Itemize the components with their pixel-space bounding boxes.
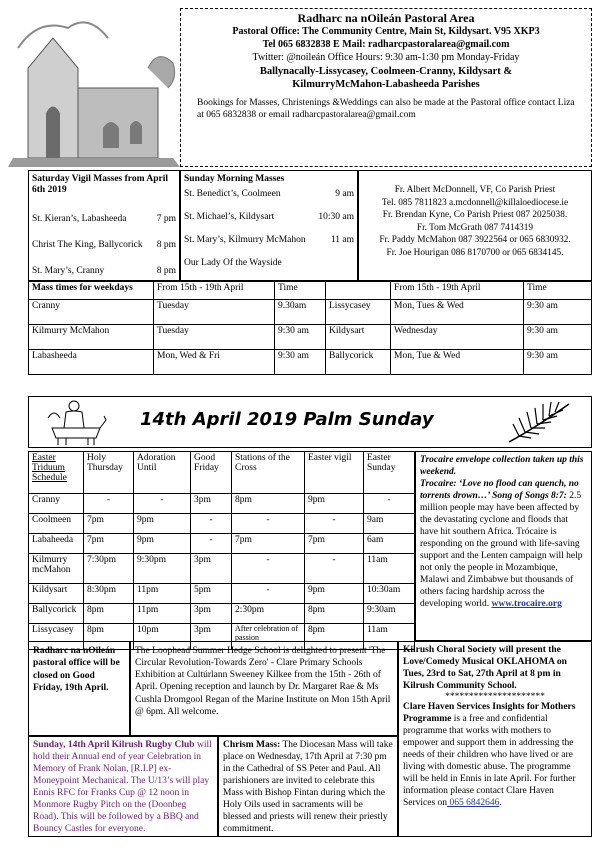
- triduum-cell: 5pm: [191, 584, 232, 604]
- weekday-cell: 9:30 am: [524, 350, 592, 375]
- triduum-cell: 3pm: [191, 494, 232, 514]
- trocaire-body: 2.5 million people may have been affected by the devastating cyclone and floods that have hit southern Africa. Trócaire is responding on the ground with life-saving support and the Lenten campaign will help not only the people in Mozambique, Malawi and Zimbabwe but thousands of others facing hardship across the developing world.: [420, 490, 583, 609]
- triduum-cell: -: [191, 534, 232, 554]
- saturday-church: St. Mary’s, Cranny: [32, 266, 105, 276]
- triduum-cell: 8pm: [305, 604, 364, 624]
- triduum-cell: -: [232, 514, 305, 534]
- triduum-cell: Kildysart: [29, 584, 84, 604]
- weekday-cell: Mon, Tues & Wed: [391, 300, 524, 325]
- weekday-cell: Mon, Tue & Wed: [391, 350, 524, 375]
- triduum-cell: -: [364, 494, 415, 514]
- sunday-church: St. Benedict’s, Coolmeen: [184, 189, 281, 199]
- sunday-morning-box: [180, 170, 358, 281]
- weekday-cell: Kilmurry McMahon: [29, 325, 154, 350]
- triduum-cell: 6am: [364, 534, 415, 554]
- weekday-cell: Tuesday: [154, 300, 275, 325]
- weekday-cell: 9.30am: [275, 300, 326, 325]
- triduum-cell: 8pm: [305, 624, 364, 650]
- priest-line: Fr. Brendan Kyne, Co Parish Priest 087 2025038.: [382, 210, 568, 221]
- triduum-cell: 8pm: [84, 604, 134, 624]
- header-bookings: Bookings for Masses, Christenings &Weddings can also be made at the Pastoral office contact Liza at 065 6832838 or email radharcpastoralarea@gmail.com: [197, 97, 575, 120]
- triduum-cell: 9pm: [134, 514, 191, 534]
- saturday-church: St. Kieran’s, Labasheeda: [32, 214, 127, 224]
- triduum-cell: 2:30pm: [232, 604, 305, 624]
- weekday-header: From 15th - 19th April: [391, 282, 524, 300]
- triduum-cell: 11am: [364, 554, 415, 584]
- weekday-header: From 15th - 19th April: [154, 282, 275, 300]
- weekday-cell: Labasheeda: [29, 350, 154, 375]
- header-parishes-2: KilmurryMcMahon-Labasheeda Parishes: [292, 79, 480, 91]
- weekday-cell: Ballycorick: [326, 350, 391, 375]
- triduum-cell: 11pm: [134, 604, 191, 624]
- triduum-header: Good Friday: [191, 452, 232, 494]
- triduum-cell: 7pm: [305, 534, 364, 554]
- weekday-cell: Lissycasey: [326, 300, 391, 325]
- triduum-cell: 10:30am: [364, 584, 415, 604]
- banner-title: 14th April 2019 Palm Sunday: [140, 409, 434, 430]
- triduum-cell: -: [305, 554, 364, 584]
- triduum-cell: 9:30pm: [134, 554, 191, 584]
- sunday-church: St. Michael’s, Kildysart: [184, 212, 275, 222]
- stars-divider: *********************: [445, 691, 545, 702]
- triduum-cell: 3pm: [191, 604, 232, 624]
- office-closed-box: [28, 641, 130, 736]
- clare-haven-title: Clare Haven Services Insights for Mothers Programme: [403, 702, 576, 725]
- priest-line: Fr. Paddy McMahon 087 3922564 or 065 6830932.: [379, 235, 571, 246]
- jesus-donkey-illustration: [44, 398, 108, 446]
- weekday-cell: 9:30 am: [275, 325, 326, 350]
- church-ruin-illustration: [8, 8, 180, 167]
- header-contact: Tel 065 6832838 E Mail: radharcpastoralarea@gmail.com: [262, 39, 510, 51]
- saturday-vigil-box: [28, 170, 180, 281]
- triduum-cell: 3pm: [191, 554, 232, 584]
- priest-line: Fr. Albert McDonnell, VF, Co Parish Priest: [394, 185, 556, 195]
- palm-leaf-icon: [505, 398, 575, 446]
- header-parishes-1: Ballynacally-Lissycasey, Coolmeen-Cranny, Kildysart &: [259, 65, 513, 77]
- header-twitter: Twitter: @noileán Office Hours: 9:30 am-1:30 pm Monday-Friday: [252, 51, 520, 63]
- triduum-cell: Cranny: [29, 494, 84, 514]
- sunday-church: St. Mary’s, Kilmurry McMahon: [184, 235, 306, 245]
- weekday-mass-table: [28, 281, 592, 375]
- triduum-cell: 8:30pm: [84, 584, 134, 604]
- weekday-cell: Tuesday: [154, 325, 275, 350]
- triduum-header: Easter vigil: [305, 452, 364, 494]
- triduum-cell: After celebration of passion: [232, 624, 305, 650]
- triduum-cell: 11am: [364, 624, 415, 650]
- triduum-cell: 7pm: [232, 534, 305, 554]
- priest-line: Tel. 085 7811823 a.mcdonnell@killaloediocese.ie: [381, 197, 569, 208]
- weekday-header: [326, 282, 391, 300]
- clare-haven-body: is a free and confidential programme that works with mothers to empower and support them in addressing the needs of their children who have lived or are living with domestic abuse. The programme will be held in Ennis in late April. For further information please contact Clare Haven Services on: [403, 714, 576, 809]
- triduum-header: Easter Triduum Schedule: [29, 452, 84, 494]
- chrism-lead: Chrism Mass:: [223, 740, 281, 750]
- choral-clare-box: [398, 641, 592, 837]
- weekday-cell: 9:30 am: [524, 325, 592, 350]
- triduum-cell: 9pm: [134, 534, 191, 554]
- saturday-heading: Saturday Vigil Masses from April 6th 2019: [32, 174, 168, 196]
- triduum-cell: 8pm: [232, 494, 305, 514]
- triduum-cell: Labaheeda: [29, 534, 84, 554]
- trocaire-quote: Trocaire: ‘Love no flood can quench, no torrents drown…’ Song of Songs 8:7:: [420, 478, 579, 501]
- triduum-table: [28, 451, 415, 650]
- triduum-cell: 3pm: [191, 624, 232, 650]
- triduum-cell: Lissycasey: [29, 624, 84, 650]
- trocaire-title: Trocaire envelope collection taken up this weekend.: [420, 455, 584, 477]
- triduum-cell: Kilmurry mcMahon: [29, 554, 84, 584]
- choral-text: Kilrush Choral Society will present the Love/Comedy Musical OKLAHOMA on Tues, 23rd to Sat, 27th April at 8 pm in Kilrush Community School.: [403, 645, 567, 691]
- clare-haven-phone[interactable]: 065 6842646: [447, 798, 500, 809]
- trocaire-link[interactable]: www.trocaire.org: [491, 598, 562, 609]
- sunday-time: 11 am: [330, 235, 354, 245]
- saturday-church: Christ The King, Ballycorick: [32, 240, 143, 250]
- triduum-cell: -: [232, 584, 305, 604]
- weekday-cell: Cranny: [29, 300, 154, 325]
- sunday-heading: Sunday Morning Masses: [184, 174, 285, 184]
- rugby-box: [28, 736, 218, 837]
- sunday-time: 9 am: [335, 189, 354, 199]
- weekday-cell: Wednesday: [391, 325, 524, 350]
- triduum-cell: 9pm: [305, 494, 364, 514]
- priest-line: Fr. Tom McGrath 087 7414319: [416, 222, 534, 233]
- priests-box: [358, 170, 592, 281]
- chrism-box: [218, 736, 398, 837]
- rugby-lead: Sunday, 14th April Kilrush Rugby Club: [33, 740, 195, 750]
- weekday-header: Time: [275, 282, 326, 300]
- saturday-time: 7 pm: [156, 214, 176, 224]
- weekday-header: Mass times for weekdays: [29, 282, 154, 300]
- hedge-school-box: [130, 641, 398, 736]
- saturday-time: 8 pm: [156, 240, 176, 250]
- pastoral-header: [180, 8, 592, 167]
- triduum-cell: 7pm: [84, 534, 134, 554]
- triduum-cell: -: [232, 554, 305, 584]
- clare-haven-end: .: [499, 798, 502, 809]
- triduum-cell: 10pm: [134, 624, 191, 650]
- sunday-time: 10:30 am: [318, 212, 354, 222]
- triduum-cell: 9:30am: [364, 604, 415, 624]
- trocaire-box: [415, 451, 592, 641]
- triduum-cell: -: [305, 514, 364, 534]
- triduum-header: Holy Thursday: [84, 452, 134, 494]
- triduum-cell: 7:30pm: [84, 554, 134, 584]
- header-title: Radharc na nOileán Pastoral Area: [297, 11, 475, 25]
- triduum-header: Stations of the Cross: [232, 452, 305, 494]
- chrism-body: The Diocesan Mass will take place on Wednesday, 17th April at 7:30 pm in the Cathedral of SS Peter and Paul. All parishioners are invited to celebrate this Mass with Bishop Fintan during which the Holy Oils used in sacraments will be blessed and priests will renew their priestly commitment.: [223, 740, 393, 834]
- weekday-header: Time: [524, 282, 592, 300]
- triduum-cell: 11pm: [134, 584, 191, 604]
- header-office: Pastoral Office: The Community Centre, Main St, Kildysart. V95 XKP3: [232, 26, 540, 38]
- weekday-cell: 9:30 am: [275, 350, 326, 375]
- triduum-cell: -: [84, 494, 134, 514]
- triduum-cell: 9am: [364, 514, 415, 534]
- hedge-school-text: The Loophead Summer Hedge School is delighted to present 'The Circular Revolution-Towards Zero' - Clare Primary Schools Exhibition at Cultúrlann Sweeney Kilkee from the 15th - 26th of April. Opening reception and launch by Dr. Margaret Rae & Ms Cushla Dromgool Regan of the Marine Institute on Mon 15th April @ 6pm. All welcome.: [135, 646, 391, 717]
- triduum-cell: Ballycorick: [29, 604, 84, 624]
- triduum-cell: -: [191, 514, 232, 534]
- sunday-church: Our Lady Of the Wayside: [184, 258, 282, 268]
- office-closed-text: Radharc na nOileán pastoral office will be closed on Good Friday, 19th April.: [33, 646, 120, 694]
- triduum-cell: 9pm: [305, 584, 364, 604]
- weekday-cell: 9:30 am: [524, 300, 592, 325]
- saturday-time: 8 pm: [156, 266, 176, 276]
- triduum-cell: -: [134, 494, 191, 514]
- weekday-cell: Mon, Wed & Fri: [154, 350, 275, 375]
- triduum-cell: 7pm: [84, 514, 134, 534]
- rugby-body: will hold their Annual end of year Celebration in Memory of Frank Nolan, [R.I.P] ex-Moneypoint Mechanical. The U/13’s will play Ennis RFC for Franks Cup @ 12 noon in Monmore Rugby Pitch on the (Doonbeg Road). This will be followed by a BBQ and Bouncy Castles for everyone.: [33, 740, 212, 834]
- triduum-header: Adoration Until: [134, 452, 191, 494]
- triduum-header: Easter Sunday: [364, 452, 415, 494]
- triduum-cell: 8pm: [84, 624, 134, 650]
- weekday-cell: Kildysart: [326, 325, 391, 350]
- priest-line: Fr. Joe Hourigan 086 8170700 or 065 6834145.: [386, 247, 564, 258]
- triduum-cell: Coolmeen: [29, 514, 84, 534]
